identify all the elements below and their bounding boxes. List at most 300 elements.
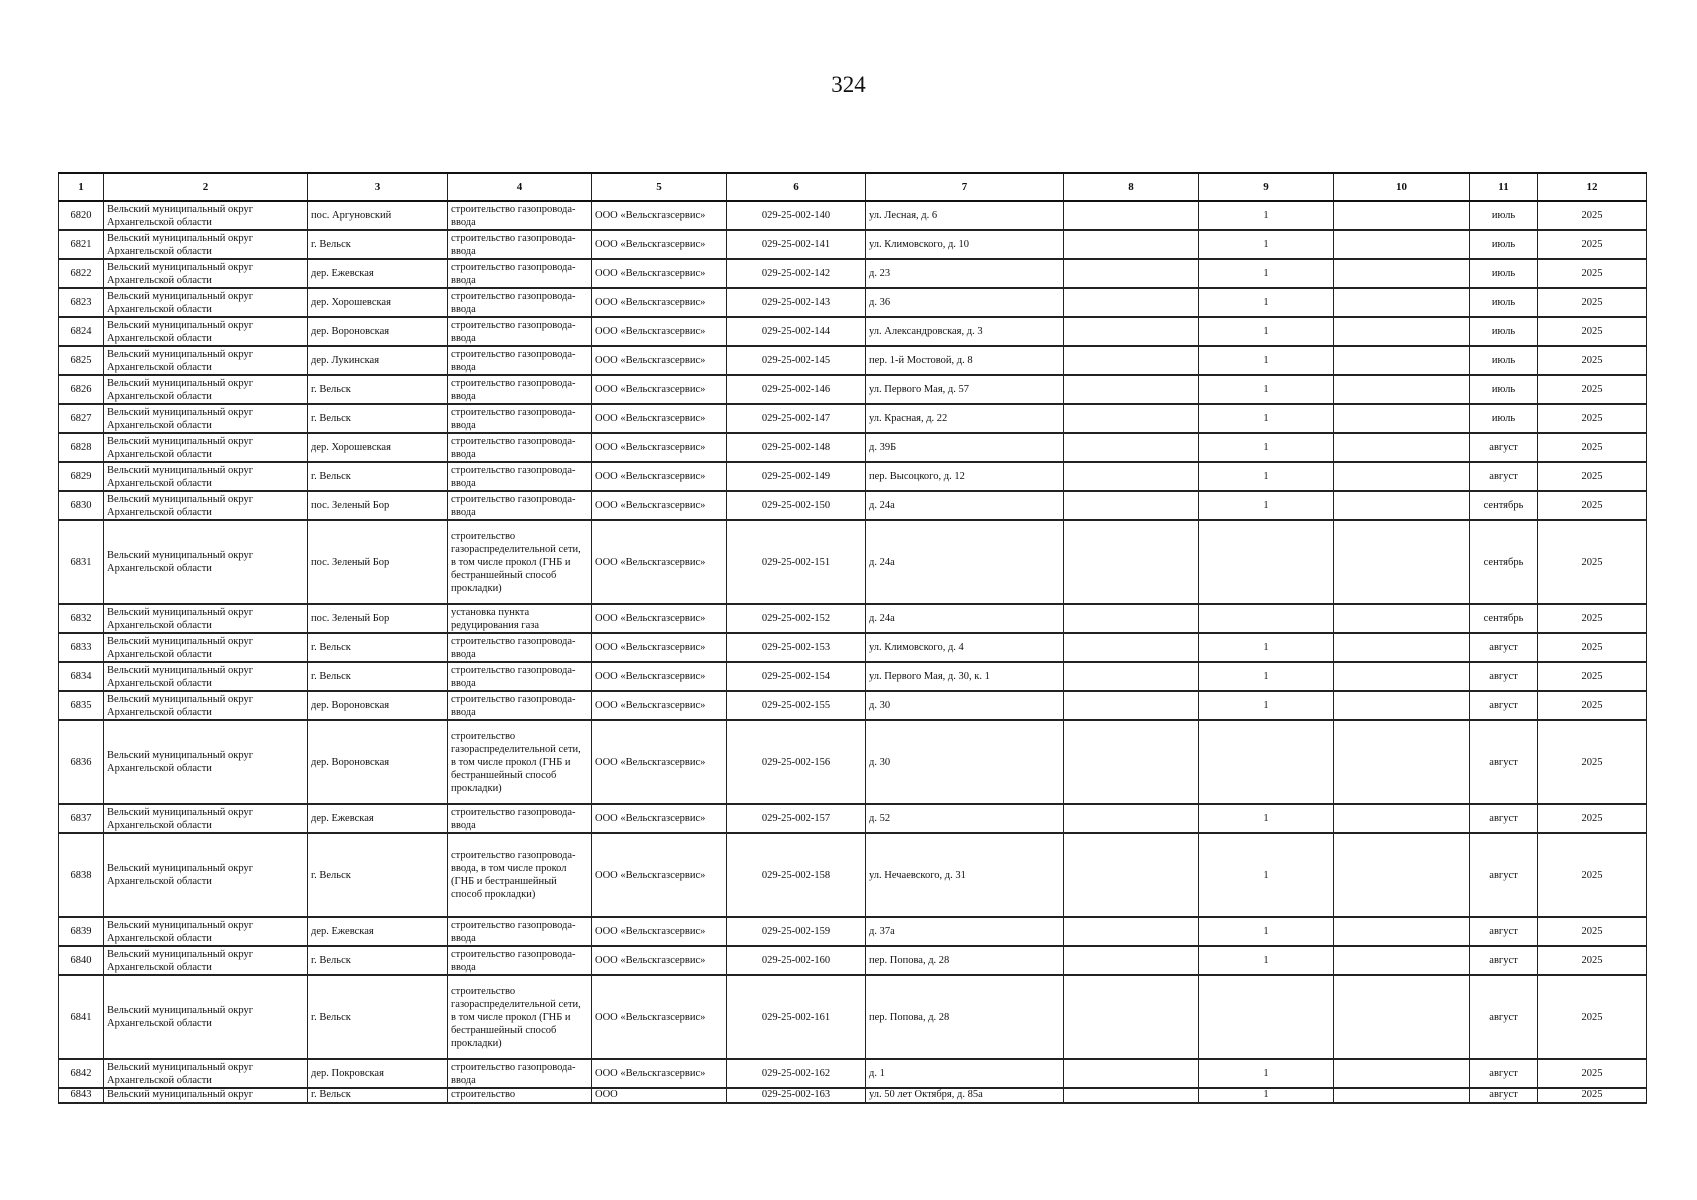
- district-cell: Вельский муниципальный округ Архангельской области: [104, 404, 308, 433]
- table-row: [59, 230, 1647, 259]
- column-10-cell: [1334, 317, 1470, 346]
- quantity-cell: 1: [1199, 1088, 1334, 1103]
- month-cell: август: [1470, 1088, 1538, 1103]
- organization-cell: ООО «Вельскгазсервис»: [592, 259, 727, 288]
- table-row: [59, 375, 1647, 404]
- district-cell: Вельский муниципальный округ Архангельской области: [104, 691, 308, 720]
- quantity-cell: 1: [1199, 462, 1334, 491]
- locality-cell: г. Вельск: [308, 946, 448, 975]
- organization-cell: ООО «Вельскгазсервис»: [592, 946, 727, 975]
- year-cell: 2025: [1538, 520, 1647, 604]
- locality-cell: пос. Зеленый Бор: [308, 491, 448, 520]
- work-type-cell: строительство газопровода-ввода: [448, 662, 592, 691]
- column-8-cell: [1064, 375, 1199, 404]
- month-cell: сентябрь: [1470, 604, 1538, 633]
- district-cell: Вельский муниципальный округ Архангельской области: [104, 1059, 308, 1088]
- column-10-cell: [1334, 462, 1470, 491]
- object-code-cell: 029-25-002-162: [727, 1059, 866, 1088]
- quantity-cell: 1: [1199, 491, 1334, 520]
- quantity-cell: [1199, 520, 1334, 604]
- column-10-cell: [1334, 804, 1470, 833]
- month-cell: июль: [1470, 375, 1538, 404]
- month-cell: июль: [1470, 288, 1538, 317]
- address-cell: д. 36: [866, 288, 1064, 317]
- organization-cell: ООО «Вельскгазсервис»: [592, 633, 727, 662]
- organization-cell: ООО «Вельскгазсервис»: [592, 404, 727, 433]
- table-row: [59, 720, 1647, 804]
- column-10-cell: [1334, 662, 1470, 691]
- organization-cell: ООО «Вельскгазсервис»: [592, 375, 727, 404]
- organization-cell: ООО «Вельскгазсервис»: [592, 201, 727, 230]
- locality-cell: г. Вельск: [308, 833, 448, 917]
- column-8-cell: [1064, 288, 1199, 317]
- row-number-cell: 6841: [59, 975, 104, 1059]
- organization-cell: ООО «Вельскгазсервис»: [592, 975, 727, 1059]
- address-cell: ул. Лесная, д. 6: [866, 201, 1064, 230]
- row-number-cell: 6823: [59, 288, 104, 317]
- district-cell: Вельский муниципальный округ Архангельской области: [104, 604, 308, 633]
- year-cell: 2025: [1538, 604, 1647, 633]
- quantity-cell: [1199, 975, 1334, 1059]
- address-cell: д. 37а: [866, 917, 1064, 946]
- column-10-cell: [1334, 288, 1470, 317]
- address-cell: ул. Первого Мая, д. 30, к. 1: [866, 662, 1064, 691]
- row-number-cell: 6829: [59, 462, 104, 491]
- object-code-cell: 029-25-002-159: [727, 917, 866, 946]
- work-type-cell: строительство газопровода-ввода: [448, 317, 592, 346]
- organization-cell: ООО «Вельскгазсервис»: [592, 604, 727, 633]
- work-type-cell: строительство газопровода-ввода, в том числе прокол (ГНБ и бестраншейный способ прокладки): [448, 833, 592, 917]
- year-cell: 2025: [1538, 375, 1647, 404]
- organization-cell: ООО «Вельскгазсервис»: [592, 833, 727, 917]
- table-row: [59, 633, 1647, 662]
- object-code-cell: 029-25-002-156: [727, 720, 866, 804]
- column-header: 5: [592, 173, 727, 201]
- column-10-cell: [1334, 259, 1470, 288]
- locality-cell: г. Вельск: [308, 462, 448, 491]
- column-10-cell: [1334, 1059, 1470, 1088]
- object-code-cell: 029-25-002-157: [727, 804, 866, 833]
- year-cell: 2025: [1538, 662, 1647, 691]
- object-code-cell: 029-25-002-144: [727, 317, 866, 346]
- column-10-cell: [1334, 491, 1470, 520]
- table-row: [59, 520, 1647, 604]
- row-number-cell: 6831: [59, 520, 104, 604]
- address-cell: пер. Попова, д. 28: [866, 946, 1064, 975]
- month-cell: август: [1470, 975, 1538, 1059]
- year-cell: 2025: [1538, 804, 1647, 833]
- district-cell: Вельский муниципальный округ Архангельской области: [104, 720, 308, 804]
- row-number-cell: 6826: [59, 375, 104, 404]
- quantity-cell: [1199, 604, 1334, 633]
- quantity-cell: 1: [1199, 662, 1334, 691]
- organization-cell: ООО «Вельскгазсервис»: [592, 288, 727, 317]
- quantity-cell: 1: [1199, 1059, 1334, 1088]
- organization-cell: ООО «Вельскгазсервис»: [592, 491, 727, 520]
- column-8-cell: [1064, 946, 1199, 975]
- row-number-cell: 6835: [59, 691, 104, 720]
- column-10-cell: [1334, 946, 1470, 975]
- address-cell: д. 24а: [866, 491, 1064, 520]
- quantity-cell: 1: [1199, 946, 1334, 975]
- work-type-cell: строительство: [448, 1088, 592, 1103]
- row-number-cell: 6824: [59, 317, 104, 346]
- object-code-cell: 029-25-002-145: [727, 346, 866, 375]
- organization-cell: ООО: [592, 1088, 727, 1103]
- year-cell: 2025: [1538, 1059, 1647, 1088]
- locality-cell: дер. Вороновская: [308, 691, 448, 720]
- row-number-cell: 6837: [59, 804, 104, 833]
- address-cell: ул. Нечаевского, д. 31: [866, 833, 1064, 917]
- address-cell: д. 1: [866, 1059, 1064, 1088]
- column-10-cell: [1334, 520, 1470, 604]
- month-cell: июль: [1470, 230, 1538, 259]
- object-code-cell: 029-25-002-150: [727, 491, 866, 520]
- month-cell: август: [1470, 691, 1538, 720]
- locality-cell: дер. Хорошевская: [308, 433, 448, 462]
- work-type-cell: строительство газопровода-ввода: [448, 288, 592, 317]
- locality-cell: дер. Покровская: [308, 1059, 448, 1088]
- year-cell: 2025: [1538, 317, 1647, 346]
- locality-cell: дер. Ежевская: [308, 804, 448, 833]
- table-row: [59, 975, 1647, 1059]
- work-type-cell: строительство газопровода-ввода: [448, 404, 592, 433]
- column-10-cell: [1334, 633, 1470, 662]
- month-cell: июль: [1470, 346, 1538, 375]
- row-number-cell: 6840: [59, 946, 104, 975]
- row-number-cell: 6830: [59, 491, 104, 520]
- district-cell: Вельский муниципальный округ Архангельской области: [104, 230, 308, 259]
- quantity-cell: 1: [1199, 833, 1334, 917]
- row-number-cell: 6832: [59, 604, 104, 633]
- table-row: [59, 317, 1647, 346]
- table-row: [59, 433, 1647, 462]
- object-code-cell: 029-25-002-155: [727, 691, 866, 720]
- month-cell: июль: [1470, 259, 1538, 288]
- address-cell: д. 30: [866, 691, 1064, 720]
- row-number-cell: 6821: [59, 230, 104, 259]
- row-number-cell: 6834: [59, 662, 104, 691]
- organization-cell: ООО «Вельскгазсервис»: [592, 691, 727, 720]
- work-type-cell: строительство газопровода-ввода: [448, 259, 592, 288]
- column-header: 10: [1334, 173, 1470, 201]
- address-cell: д. 52: [866, 804, 1064, 833]
- work-type-cell: строительство газопровода-ввода: [448, 917, 592, 946]
- column-8-cell: [1064, 317, 1199, 346]
- year-cell: 2025: [1538, 259, 1647, 288]
- organization-cell: ООО «Вельскгазсервис»: [592, 520, 727, 604]
- month-cell: июль: [1470, 317, 1538, 346]
- month-cell: август: [1470, 462, 1538, 491]
- work-type-cell: строительство газопровода-ввода: [448, 375, 592, 404]
- table-row: [59, 662, 1647, 691]
- quantity-cell: 1: [1199, 691, 1334, 720]
- column-10-cell: [1334, 720, 1470, 804]
- month-cell: август: [1470, 662, 1538, 691]
- row-number-cell: 6833: [59, 633, 104, 662]
- quantity-cell: [1199, 720, 1334, 804]
- district-cell: Вельский муниципальный округ Архангельской области: [104, 375, 308, 404]
- quantity-cell: 1: [1199, 804, 1334, 833]
- object-code-cell: 029-25-002-148: [727, 433, 866, 462]
- quantity-cell: 1: [1199, 230, 1334, 259]
- address-cell: ул. 50 лет Октября, д. 85а: [866, 1088, 1064, 1103]
- district-cell: Вельский муниципальный округ Архангельской области: [104, 346, 308, 375]
- column-8-cell: [1064, 804, 1199, 833]
- table-row: [59, 201, 1647, 230]
- gas-works-table: [58, 172, 1647, 1104]
- organization-cell: ООО «Вельскгазсервис»: [592, 433, 727, 462]
- row-number-cell: 6842: [59, 1059, 104, 1088]
- column-8-cell: [1064, 259, 1199, 288]
- district-cell: Вельский муниципальный округ Архангельской области: [104, 462, 308, 491]
- year-cell: 2025: [1538, 491, 1647, 520]
- column-8-cell: [1064, 917, 1199, 946]
- column-8-cell: [1064, 833, 1199, 917]
- object-code-cell: 029-25-002-147: [727, 404, 866, 433]
- work-type-cell: строительство газопровода-ввода: [448, 633, 592, 662]
- column-10-cell: [1334, 975, 1470, 1059]
- quantity-cell: 1: [1199, 317, 1334, 346]
- organization-cell: ООО «Вельскгазсервис»: [592, 317, 727, 346]
- locality-cell: г. Вельск: [308, 375, 448, 404]
- column-8-cell: [1064, 462, 1199, 491]
- object-code-cell: 029-25-002-143: [727, 288, 866, 317]
- row-number-cell: 6822: [59, 259, 104, 288]
- district-cell: Вельский муниципальный округ Архангельской области: [104, 804, 308, 833]
- work-type-cell: установка пункта редуцирования газа: [448, 604, 592, 633]
- organization-cell: ООО «Вельскгазсервис»: [592, 720, 727, 804]
- column-8-cell: [1064, 662, 1199, 691]
- address-cell: д. 39Б: [866, 433, 1064, 462]
- year-cell: 2025: [1538, 346, 1647, 375]
- month-cell: август: [1470, 946, 1538, 975]
- month-cell: июль: [1470, 404, 1538, 433]
- locality-cell: дер. Вороновская: [308, 720, 448, 804]
- month-cell: август: [1470, 1059, 1538, 1088]
- address-cell: пер. 1-й Мостовой, д. 8: [866, 346, 1064, 375]
- work-type-cell: строительство газораспределительной сети, в том числе прокол (ГНБ и бестраншейный способ прокладки): [448, 720, 592, 804]
- locality-cell: пос. Зеленый Бор: [308, 520, 448, 604]
- month-cell: август: [1470, 433, 1538, 462]
- column-header: 9: [1199, 173, 1334, 201]
- organization-cell: ООО «Вельскгазсервис»: [592, 804, 727, 833]
- column-header: 11: [1470, 173, 1538, 201]
- address-cell: ул. Климовского, д. 4: [866, 633, 1064, 662]
- locality-cell: г. Вельск: [308, 230, 448, 259]
- year-cell: 2025: [1538, 975, 1647, 1059]
- table-row: [59, 491, 1647, 520]
- year-cell: 2025: [1538, 633, 1647, 662]
- object-code-cell: 029-25-002-153: [727, 633, 866, 662]
- row-number-cell: 6838: [59, 833, 104, 917]
- quantity-cell: 1: [1199, 404, 1334, 433]
- table-row: [59, 917, 1647, 946]
- year-cell: 2025: [1538, 720, 1647, 804]
- row-number-cell: 6839: [59, 917, 104, 946]
- address-cell: ул. Александровская, д. 3: [866, 317, 1064, 346]
- organization-cell: ООО «Вельскгазсервис»: [592, 917, 727, 946]
- column-10-cell: [1334, 346, 1470, 375]
- table-body: [59, 201, 1647, 1103]
- column-8-cell: [1064, 633, 1199, 662]
- quantity-cell: 1: [1199, 633, 1334, 662]
- column-8-cell: [1064, 604, 1199, 633]
- column-10-cell: [1334, 917, 1470, 946]
- table-row: [59, 833, 1647, 917]
- column-8-cell: [1064, 404, 1199, 433]
- quantity-cell: 1: [1199, 201, 1334, 230]
- locality-cell: г. Вельск: [308, 975, 448, 1059]
- column-10-cell: [1334, 404, 1470, 433]
- object-code-cell: 029-25-002-142: [727, 259, 866, 288]
- work-type-cell: строительство газораспределительной сети, в том числе прокол (ГНБ и бестраншейный способ прокладки): [448, 520, 592, 604]
- column-8-cell: [1064, 691, 1199, 720]
- year-cell: 2025: [1538, 917, 1647, 946]
- table-row: [59, 462, 1647, 491]
- district-cell: Вельский муниципальный округ: [104, 1088, 308, 1103]
- organization-cell: ООО «Вельскгазсервис»: [592, 1059, 727, 1088]
- year-cell: 2025: [1538, 691, 1647, 720]
- address-cell: пер. Высоцкого, д. 12: [866, 462, 1064, 491]
- object-code-cell: 029-25-002-151: [727, 520, 866, 604]
- work-type-cell: строительство газораспределительной сети, в том числе прокол (ГНБ и бестраншейный способ прокладки): [448, 975, 592, 1059]
- year-cell: 2025: [1538, 946, 1647, 975]
- column-8-cell: [1064, 201, 1199, 230]
- row-number-cell: 6836: [59, 720, 104, 804]
- table-row: [59, 288, 1647, 317]
- quantity-cell: 1: [1199, 346, 1334, 375]
- district-cell: Вельский муниципальный округ Архангельской области: [104, 633, 308, 662]
- table-row: [59, 1088, 1647, 1103]
- work-type-cell: строительство газопровода-ввода: [448, 201, 592, 230]
- column-8-cell: [1064, 1088, 1199, 1103]
- column-header: 8: [1064, 173, 1199, 201]
- locality-cell: пос. Аргуновский: [308, 201, 448, 230]
- locality-cell: г. Вельск: [308, 633, 448, 662]
- object-code-cell: 029-25-002-161: [727, 975, 866, 1059]
- locality-cell: г. Вельск: [308, 662, 448, 691]
- work-type-cell: строительство газопровода-ввода: [448, 1059, 592, 1088]
- column-header: 1: [59, 173, 104, 201]
- column-10-cell: [1334, 691, 1470, 720]
- column-10-cell: [1334, 833, 1470, 917]
- table-row: [59, 1059, 1647, 1088]
- column-header: 2: [104, 173, 308, 201]
- object-code-cell: 029-25-002-149: [727, 462, 866, 491]
- year-cell: 2025: [1538, 1088, 1647, 1103]
- locality-cell: дер. Вороновская: [308, 317, 448, 346]
- row-number-cell: 6828: [59, 433, 104, 462]
- table-row: [59, 604, 1647, 633]
- year-cell: 2025: [1538, 433, 1647, 462]
- locality-cell: г. Вельск: [308, 1088, 448, 1103]
- column-10-cell: [1334, 230, 1470, 259]
- locality-cell: г. Вельск: [308, 404, 448, 433]
- column-8-cell: [1064, 1059, 1199, 1088]
- district-cell: Вельский муниципальный округ Архангельской области: [104, 201, 308, 230]
- address-cell: ул. Климовского, д. 10: [866, 230, 1064, 259]
- work-type-cell: строительство газопровода-ввода: [448, 491, 592, 520]
- column-header: 7: [866, 173, 1064, 201]
- object-code-cell: 029-25-002-154: [727, 662, 866, 691]
- column-8-cell: [1064, 433, 1199, 462]
- object-code-cell: 029-25-002-163: [727, 1088, 866, 1103]
- column-8-cell: [1064, 720, 1199, 804]
- work-type-cell: строительство газопровода-ввода: [448, 804, 592, 833]
- address-cell: д. 24а: [866, 520, 1064, 604]
- work-type-cell: строительство газопровода-ввода: [448, 433, 592, 462]
- table-header-row: [59, 173, 1647, 201]
- row-number-cell: 6843: [59, 1088, 104, 1103]
- organization-cell: ООО «Вельскгазсервис»: [592, 662, 727, 691]
- address-cell: д. 24а: [866, 604, 1064, 633]
- district-cell: Вельский муниципальный округ Архангельской области: [104, 975, 308, 1059]
- object-code-cell: 029-25-002-146: [727, 375, 866, 404]
- column-8-cell: [1064, 520, 1199, 604]
- row-number-cell: 6820: [59, 201, 104, 230]
- table-row: [59, 804, 1647, 833]
- quantity-cell: 1: [1199, 433, 1334, 462]
- district-cell: Вельский муниципальный округ Архангельской области: [104, 491, 308, 520]
- quantity-cell: 1: [1199, 259, 1334, 288]
- organization-cell: ООО «Вельскгазсервис»: [592, 462, 727, 491]
- district-cell: Вельский муниципальный округ Архангельской области: [104, 259, 308, 288]
- district-cell: Вельский муниципальный округ Архангельской области: [104, 288, 308, 317]
- locality-cell: дер. Ежевская: [308, 259, 448, 288]
- work-type-cell: строительство газопровода-ввода: [448, 462, 592, 491]
- column-header: 4: [448, 173, 592, 201]
- year-cell: 2025: [1538, 230, 1647, 259]
- district-cell: Вельский муниципальный округ Архангельской области: [104, 833, 308, 917]
- quantity-cell: 1: [1199, 375, 1334, 404]
- organization-cell: ООО «Вельскгазсервис»: [592, 346, 727, 375]
- work-type-cell: строительство газопровода-ввода: [448, 346, 592, 375]
- address-cell: д. 23: [866, 259, 1064, 288]
- address-cell: ул. Первого Мая, д. 57: [866, 375, 1064, 404]
- year-cell: 2025: [1538, 404, 1647, 433]
- quantity-cell: 1: [1199, 288, 1334, 317]
- locality-cell: дер. Лукинская: [308, 346, 448, 375]
- district-cell: Вельский муниципальный округ Архангельской области: [104, 433, 308, 462]
- work-type-cell: строительство газопровода-ввода: [448, 230, 592, 259]
- address-cell: ул. Красная, д. 22: [866, 404, 1064, 433]
- table-row: [59, 259, 1647, 288]
- year-cell: 2025: [1538, 462, 1647, 491]
- column-10-cell: [1334, 604, 1470, 633]
- month-cell: сентябрь: [1470, 520, 1538, 604]
- work-type-cell: строительство газопровода-ввода: [448, 946, 592, 975]
- table-row: [59, 404, 1647, 433]
- column-header: 3: [308, 173, 448, 201]
- column-header: 6: [727, 173, 866, 201]
- quantity-cell: 1: [1199, 917, 1334, 946]
- object-code-cell: 029-25-002-140: [727, 201, 866, 230]
- organization-cell: ООО «Вельскгазсервис»: [592, 230, 727, 259]
- district-cell: Вельский муниципальный округ Архангельской области: [104, 662, 308, 691]
- month-cell: август: [1470, 833, 1538, 917]
- month-cell: сентябрь: [1470, 491, 1538, 520]
- table-row: [59, 346, 1647, 375]
- work-type-cell: строительство газопровода-ввода: [448, 691, 592, 720]
- address-cell: пер. Попова, д. 28: [866, 975, 1064, 1059]
- month-cell: август: [1470, 633, 1538, 662]
- column-header: 12: [1538, 173, 1647, 201]
- address-cell: д. 30: [866, 720, 1064, 804]
- year-cell: 2025: [1538, 833, 1647, 917]
- row-number-cell: 6825: [59, 346, 104, 375]
- column-8-cell: [1064, 346, 1199, 375]
